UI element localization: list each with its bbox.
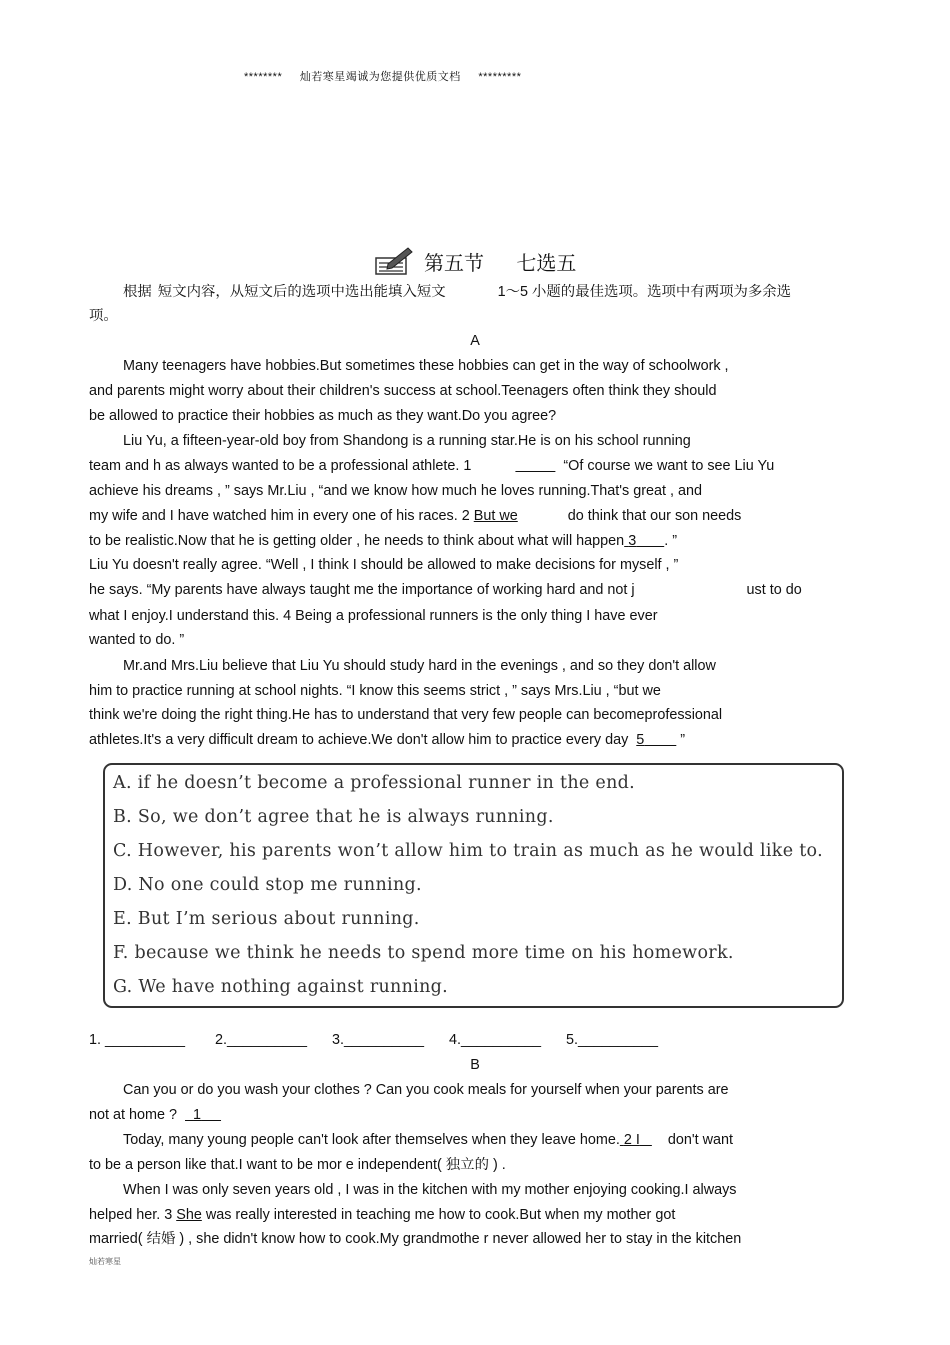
passage-a-label: A (470, 333, 480, 349)
passage-a-line: Liu Yu doesn't really agree. “Well , I think I should be allowed to make decisions for myself , ” (89, 557, 679, 573)
section-name: 七选五 (516, 251, 577, 275)
section-title (0, 246, 950, 281)
pencil-book-icon (374, 246, 414, 281)
passage-a-line: and parents might worry about their children's success at school.Teenagers often think they should (89, 383, 717, 399)
blank-b1: 1 (193, 1107, 202, 1123)
answer-5[interactable]: 5.__________ (566, 1032, 659, 1048)
instruction-line-2: 项。 (89, 308, 118, 324)
passage-b-line: When I was only seven years old , I was in the kitchen with my mother enjoying cooking.I always (123, 1182, 737, 1198)
answer-3[interactable]: 3.__________ (332, 1032, 425, 1048)
option-f: F. because we think he needs to spend more time on his homework. (113, 943, 734, 963)
passage-a-line: he says. “My parents have always taught me the importance of working hard and not j ust to do (89, 582, 802, 598)
passage-a-line: wanted to do. ” (89, 632, 185, 648)
blank-b2: 2 I (623, 1132, 640, 1148)
page-header (244, 68, 535, 84)
passage-a-line: what I enjoy.I understand this. 4 Being a professional runners is the only thing I have ever (89, 608, 658, 624)
passage-a-line: athletes.It's a very difficult dream to achieve.We don't allow him to practice every day 5 ” (89, 732, 686, 748)
header-stars-right: ********* (478, 71, 522, 83)
blank-1 (515, 458, 555, 474)
passage-a-line: be allowed to practice their hobbies as much as they want.Do you agree? (89, 408, 557, 424)
passage-b-line: not at home ? 1 (89, 1106, 861, 1124)
passage-b-line: to be a person like that.I want to be mor e independent( 独立的 ) . (89, 1157, 506, 1173)
option-g: G. We have nothing against running. (113, 977, 449, 997)
passage-a-line: to be realistic.Now that he is getting older , he needs to think about what will happen 3 . ” (89, 533, 677, 549)
page-footer: 灿若寒星 (89, 1257, 121, 1266)
passage-a-line: team and h as always wanted to be a professional athlete. 1 “Of course we want to see Liu Yu (89, 458, 775, 474)
answer-1[interactable]: 1. __________ (89, 1032, 186, 1048)
passage-b-line: helped her. 3 She was really interested in teaching me how to cook.But when my mother got (89, 1207, 676, 1223)
passage-b-line: Can you or do you wash your clothes ? Can you cook meals for yourself when your parents are (123, 1082, 729, 1098)
option-c: C. However, his parents won’t allow him to train as much as he would like to. (113, 841, 823, 861)
passage-b-line: married( 结婚 ) , she didn't know how to cook.My grandmothe r never allowed her to stay in the kitchen (89, 1231, 742, 1247)
instruction-line-1: 根据 短文内容，从短文后的选项中选出能填入短文 1～5 小题的最佳选项。选项中有两项为多余选 (123, 284, 792, 300)
blank-3: 3 (628, 533, 637, 549)
header-stars-left: ******** (244, 71, 283, 83)
answer-4[interactable]: 4.__________ (449, 1032, 542, 1048)
section-number: 第五节 (424, 251, 484, 275)
passage-a-line: him to practice running at school nights. “I know this seems strict , ” says Mrs.Liu , “but we (89, 683, 661, 699)
blank-5: 5 (636, 732, 645, 748)
answer-2[interactable]: 2.__________ (215, 1032, 308, 1048)
header-text: 灿若寒星竭诚为您提供优质文档 (299, 71, 461, 83)
option-a: A. if he doesn’t become a professional runner in the end. (113, 773, 636, 793)
passage-a-line: my wife and I have watched him in every one of his races. 2 But we do think that our son needs (89, 508, 742, 524)
passage-a-line: Mr.and Mrs.Liu believe that Liu Yu should study hard in the evenings , and so they don't allow (123, 658, 716, 674)
passage-b-label: B (470, 1057, 480, 1073)
passage-a-line: Liu Yu, a fifteen-year-old boy from Shandong is a running star.He is on his school running (123, 433, 691, 449)
passage-b-line: Today, many young people can't look after themselves when they leave home. 2 I don't want (123, 1132, 734, 1148)
passage-a-line: think we're doing the right thing.He has to understand that very few people can becomeprofessional (89, 707, 723, 723)
passage-a-line: Many teenagers have hobbies.But sometimes these hobbies can get in the way of schoolwork , (123, 358, 729, 374)
option-b: B. So, we don’t agree that he is always running. (113, 807, 554, 827)
option-e: E. But I’m serious about running. (113, 909, 420, 929)
option-d: D. No one could stop me running. (113, 875, 422, 895)
passage-a-line: achieve his dreams , ” says Mr.Liu , “and we know how much he loves running.That's great , and (89, 483, 703, 499)
